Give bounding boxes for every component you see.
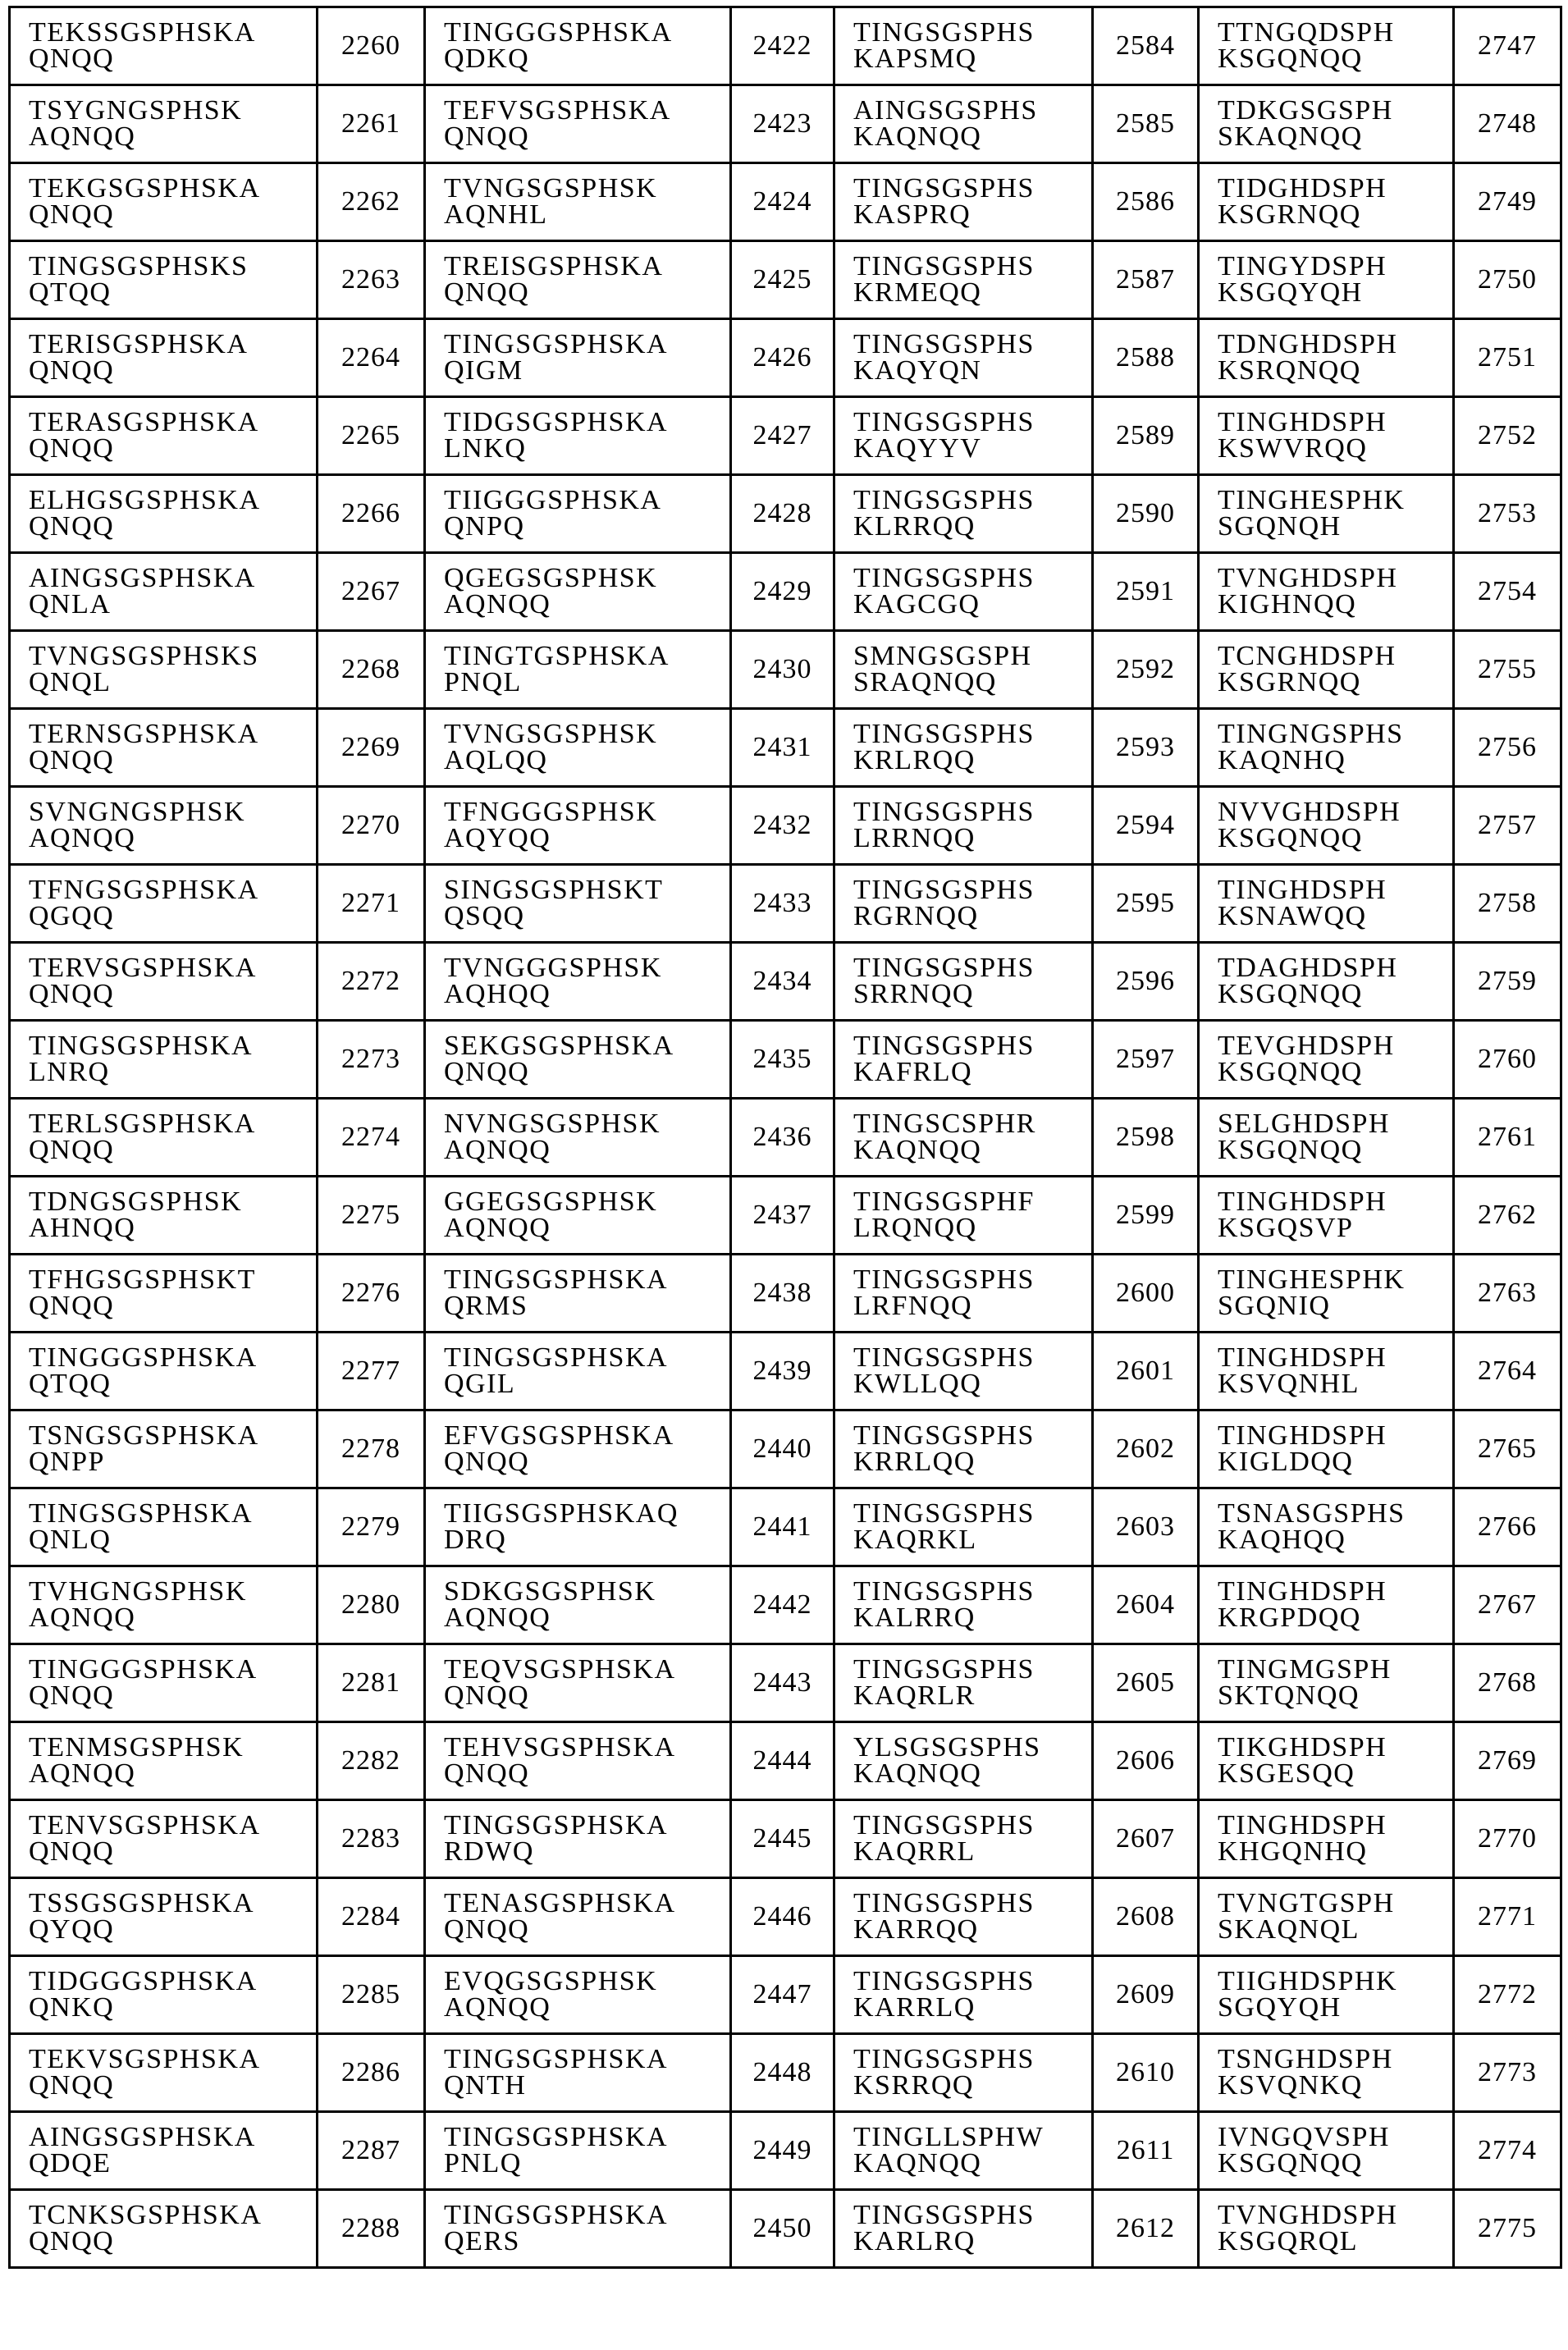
seq-id-cell: 2768 (1454, 1644, 1561, 1722)
seq-id-cell: 2443 (731, 1644, 834, 1722)
seq-id-cell: 2766 (1454, 1488, 1561, 1566)
sequence-cell: TVNGTGSPH SKAQNQL (1199, 1878, 1454, 1956)
seq-id-cell: 2772 (1454, 1956, 1561, 2034)
seq-id-cell: 2265 (318, 397, 425, 475)
seq-id-cell: 2439 (731, 1333, 834, 1410)
sequence-cell: TINGSGSPHS KRRLQQ (834, 1410, 1093, 1488)
seq-id-cell: 2591 (1093, 553, 1199, 631)
seq-id-cell: 2279 (318, 1488, 425, 1566)
table-row (10, 2034, 1561, 2112)
sequence-cell: EVQGSGSPHSK AQNQQ (425, 1956, 731, 2034)
seq-id-cell: 2282 (318, 1722, 425, 1800)
seq-id-cell: 2422 (731, 7, 834, 85)
seq-id-cell: 2598 (1093, 1099, 1199, 1177)
seq-id-cell: 2755 (1454, 631, 1561, 709)
sequence-cell: TVNGSGSPHSKS QNQL (10, 631, 318, 709)
sequence-cell: TDNGSGSPHSK AHNQQ (10, 1177, 318, 1255)
sequence-cell: TEKVSGSPHSKA QNQQ (10, 2034, 318, 2112)
sequence-cell: TEKGSGSPHSKA QNQQ (10, 163, 318, 241)
seq-id-cell: 2771 (1454, 1878, 1561, 1956)
seq-id-cell: 2605 (1093, 1644, 1199, 1722)
sequence-cell: TENVSGSPHSKA QNQQ (10, 1800, 318, 1878)
table-row (10, 631, 1561, 709)
sequence-cell: TFNGSGSPHSKA QGQQ (10, 865, 318, 943)
seq-id-cell: 2762 (1454, 1177, 1561, 1255)
sequence-cell: TINGNGSPHS KAQNHQ (1199, 709, 1454, 787)
seq-id-cell: 2590 (1093, 475, 1199, 553)
sequence-cell: TSNASGSPHS KAQHQQ (1199, 1488, 1454, 1566)
sequence-cell: TSSGSGSPHSKA QYQQ (10, 1878, 318, 1956)
sequence-cell: TINGSGSPHSKA PNLQ (425, 2112, 731, 2190)
sequence-cell: TINGGGSPHSKA QNQQ (10, 1644, 318, 1722)
sequence-cell: TINGSGSPHSKS QTQQ (10, 241, 318, 319)
sequence-cell: TINGSGSPHS KARLRQ (834, 2190, 1093, 2268)
seq-id-cell: 2593 (1093, 709, 1199, 787)
seq-id-cell: 2764 (1454, 1333, 1561, 1410)
sequence-cell: TEHVSGSPHSKA QNQQ (425, 1722, 731, 1800)
sequence-cell: TERLSGSPHSKA QNQQ (10, 1099, 318, 1177)
sequence-cell: TIKGHDSPH KSGESQQ (1199, 1722, 1454, 1800)
sequence-cell: TINGHESPHK SGQNQH (1199, 475, 1454, 553)
sequence-cell: AINGSGSPHS KAQNQQ (834, 85, 1093, 163)
sequence-cell: TINGSGSPHS SRRNQQ (834, 943, 1093, 1021)
sequence-cell: TINGHDSPH KSNAWQQ (1199, 865, 1454, 943)
sequence-cell: EFVGSGSPHSKA QNQQ (425, 1410, 731, 1488)
seq-id-cell: 2424 (731, 163, 834, 241)
seq-id-cell: 2264 (318, 319, 425, 397)
seq-id-cell: 2427 (731, 397, 834, 475)
seq-id-cell: 2266 (318, 475, 425, 553)
sequence-cell: TVHGNGSPHSK AQNQQ (10, 1566, 318, 1644)
sequence-cell: TINGSGSPHF LRQNQQ (834, 1177, 1093, 1255)
sequence-cell: TIIGSGSPHSKAQ DRQ (425, 1488, 731, 1566)
table-row (10, 943, 1561, 1021)
seq-id-cell: 2430 (731, 631, 834, 709)
sequence-cell: TINGSGSPHS LRRNQQ (834, 787, 1093, 865)
sequence-cell: TVNGSGSPHSK AQNHL (425, 163, 731, 241)
sequence-cell: TEKSSGSPHSKA QNQQ (10, 7, 318, 85)
seq-id-cell: 2444 (731, 1722, 834, 1800)
seq-id-cell: 2433 (731, 865, 834, 943)
seq-id-cell: 2601 (1093, 1333, 1199, 1410)
table-row (10, 553, 1561, 631)
seq-id-cell: 2584 (1093, 7, 1199, 85)
sequence-cell: TINGGGSPHSKA QDKQ (425, 7, 731, 85)
sequence-cell: TINGHDSPH KIGLDQQ (1199, 1410, 1454, 1488)
seq-id-cell: 2437 (731, 1177, 834, 1255)
seq-id-cell: 2609 (1093, 1956, 1199, 2034)
sequence-cell: SMNGSGSPH SRAQNQQ (834, 631, 1093, 709)
seq-id-cell: 2286 (318, 2034, 425, 2112)
seq-id-cell: 2588 (1093, 319, 1199, 397)
sequence-cell: TREISGSPHSKA QNQQ (425, 241, 731, 319)
seq-id-cell: 2765 (1454, 1410, 1561, 1488)
seq-id-cell: 2287 (318, 2112, 425, 2190)
seq-id-cell: 2268 (318, 631, 425, 709)
sequence-cell: TEVGHDSPH KSGQNQQ (1199, 1021, 1454, 1099)
sequence-cell: ELHGSGSPHSKA QNQQ (10, 475, 318, 553)
table-row (10, 1722, 1561, 1800)
table-row (10, 1878, 1561, 1956)
seq-id-cell: 2275 (318, 1177, 425, 1255)
seq-id-cell: 2751 (1454, 319, 1561, 397)
table-row (10, 1956, 1561, 2034)
sequence-cell: QGEGSGSPHSK AQNQQ (425, 553, 731, 631)
sequence-cell: TERNSGSPHSKA QNQQ (10, 709, 318, 787)
seq-id-cell: 2277 (318, 1333, 425, 1410)
sequence-cell: NVVGHDSPH KSGQNQQ (1199, 787, 1454, 865)
table-row (10, 1021, 1561, 1099)
sequence-cell: TINGGGSPHSKA QTQQ (10, 1333, 318, 1410)
seq-id-cell: 2440 (731, 1410, 834, 1488)
seq-id-cell: 2434 (731, 943, 834, 1021)
sequence-cell: TINGMGSPH SKTQNQQ (1199, 1644, 1454, 1722)
sequence-cell: TINGSGSPHS KAQRLR (834, 1644, 1093, 1722)
seq-id-cell: 2767 (1454, 1566, 1561, 1644)
table-row (10, 1566, 1561, 1644)
seq-id-cell: 2274 (318, 1099, 425, 1177)
sequence-cell: TEQVSGSPHSKA QNQQ (425, 1644, 731, 1722)
table-row (10, 1488, 1561, 1566)
sequence-cell: TSNGHDSPH KSVQNKQ (1199, 2034, 1454, 2112)
sequence-cell: TINGSGSPHS LRFNQQ (834, 1255, 1093, 1333)
sequence-cell: TTNGQDSPH KSGQNQQ (1199, 7, 1454, 85)
seq-id-cell: 2262 (318, 163, 425, 241)
table-row (10, 397, 1561, 475)
sequence-cell: TINGSGSPHSKA QNTH (425, 2034, 731, 2112)
table-row (10, 1410, 1561, 1488)
seq-id-cell: 2441 (731, 1488, 834, 1566)
seq-id-cell: 2606 (1093, 1722, 1199, 1800)
sequence-cell: TINGSGSPHSKA QNLQ (10, 1488, 318, 1566)
sequence-cell: TINGSGSPHSKA LNRQ (10, 1021, 318, 1099)
seq-id-cell: 2271 (318, 865, 425, 943)
sequence-cell: TINGSGSPHSKA QIGM (425, 319, 731, 397)
seq-id-cell: 2604 (1093, 1566, 1199, 1644)
sequence-cell: TINGSGSPHS KASPRQ (834, 163, 1093, 241)
seq-id-cell: 2446 (731, 1878, 834, 1956)
sequence-cell: TINGSGSPHS KALRRQ (834, 1566, 1093, 1644)
seq-id-cell: 2272 (318, 943, 425, 1021)
table-row (10, 1177, 1561, 1255)
seq-id-cell: 2610 (1093, 2034, 1199, 2112)
seq-id-cell: 2761 (1454, 1099, 1561, 1177)
seq-id-cell: 2261 (318, 85, 425, 163)
sequence-cell: TDNGHDSPH KSRQNQQ (1199, 319, 1454, 397)
seq-id-cell: 2752 (1454, 397, 1561, 475)
sequence-cell: TIDGGGSPHSKA QNKQ (10, 1956, 318, 2034)
seq-id-cell: 2426 (731, 319, 834, 397)
seq-id-cell: 2285 (318, 1956, 425, 2034)
seq-id-cell: 2276 (318, 1255, 425, 1333)
seq-id-cell: 2747 (1454, 7, 1561, 85)
seq-id-cell: 2607 (1093, 1800, 1199, 1878)
seq-id-cell: 2748 (1454, 85, 1561, 163)
sequence-cell: TINGSGSPHS KAGCGQ (834, 553, 1093, 631)
seq-id-cell: 2260 (318, 7, 425, 85)
sequence-cell: TINGHESPHK SGQNIQ (1199, 1255, 1454, 1333)
seq-id-cell: 2425 (731, 241, 834, 319)
sequence-cell: TFHGSGSPHSKT QNQQ (10, 1255, 318, 1333)
seq-id-cell: 2769 (1454, 1722, 1561, 1800)
seq-id-cell: 2448 (731, 2034, 834, 2112)
table-body (10, 7, 1561, 2268)
sequence-cell: GGEGSGSPHSK AQNQQ (425, 1177, 731, 1255)
table-row (10, 1333, 1561, 1410)
sequence-cell: TINGYDSPH KSGQYQH (1199, 241, 1454, 319)
seq-id-cell: 2763 (1454, 1255, 1561, 1333)
seq-id-cell: 2599 (1093, 1177, 1199, 1255)
sequence-cell: SDKGSGSPHSK AQNQQ (425, 1566, 731, 1644)
table-row (10, 1800, 1561, 1878)
table-row (10, 475, 1561, 553)
sequence-cell: TINGSGSPHSKA QERS (425, 2190, 731, 2268)
sequence-cell: TDAGHDSPH KSGQNQQ (1199, 943, 1454, 1021)
seq-id-cell: 2269 (318, 709, 425, 787)
sequence-cell: TSYGNGSPHSK AQNQQ (10, 85, 318, 163)
table-row (10, 163, 1561, 241)
sequence-cell: TVNGHDSPH KIGHNQQ (1199, 553, 1454, 631)
seq-id-cell: 2438 (731, 1255, 834, 1333)
sequence-cell: TERISGSPHSKA QNQQ (10, 319, 318, 397)
seq-id-cell: 2774 (1454, 2112, 1561, 2190)
sequence-cell: TFNGGGSPHSK AQYQQ (425, 787, 731, 865)
seq-id-cell: 2589 (1093, 397, 1199, 475)
seq-id-cell: 2750 (1454, 241, 1561, 319)
sequence-cell: TENASGSPHSKA QNQQ (425, 1878, 731, 1956)
seq-id-cell: 2281 (318, 1644, 425, 1722)
seq-id-cell: 2428 (731, 475, 834, 553)
sequence-cell: TINGTGSPHSKA PNQL (425, 631, 731, 709)
seq-id-cell: 2754 (1454, 553, 1561, 631)
sequence-cell: TINGSGSPHSKA QGIL (425, 1333, 731, 1410)
sequence-cell: NVNGSGSPHSK AQNQQ (425, 1099, 731, 1177)
table-row (10, 709, 1561, 787)
seq-id-cell: 2770 (1454, 1800, 1561, 1878)
sequence-cell: TCNGHDSPH KSGRNQQ (1199, 631, 1454, 709)
sequence-cell: YLSGSGSPHS KAQNQQ (834, 1722, 1093, 1800)
sequence-cell: TERVSGSPHSKA QNQQ (10, 943, 318, 1021)
sequence-cell: TINGSGSPHS KAPSMQ (834, 7, 1093, 85)
sequence-cell: SELGHDSPH KSGQNQQ (1199, 1099, 1454, 1177)
sequence-cell: SVNGNGSPHSK AQNQQ (10, 787, 318, 865)
sequence-cell: TINGHDSPH KSWVRQQ (1199, 397, 1454, 475)
sequence-cell: TINGSCSPHR KAQNQQ (834, 1099, 1093, 1177)
sequence-cell: TERASGSPHSKA QNQQ (10, 397, 318, 475)
sequence-cell: TINGSGSPHSKA QRMS (425, 1255, 731, 1333)
seq-id-cell: 2592 (1093, 631, 1199, 709)
seq-id-cell: 2608 (1093, 1878, 1199, 1956)
seq-id-cell: 2597 (1093, 1021, 1199, 1099)
sequence-cell: TENMSGSPHSK AQNQQ (10, 1722, 318, 1800)
sequence-cell: TSNGSGSPHSKA QNPP (10, 1410, 318, 1488)
sequence-cell: TIIGHDSPHK SGQYQH (1199, 1956, 1454, 2034)
seq-id-cell: 2759 (1454, 943, 1561, 1021)
sequence-cell: TINGSGSPHS KLRRQQ (834, 475, 1093, 553)
table-row (10, 865, 1561, 943)
seq-id-cell: 2612 (1093, 2190, 1199, 2268)
sequence-cell: TINGSGSPHS KAQRRL (834, 1800, 1093, 1878)
sequence-cell: IVNGQVSPH KSGQNQQ (1199, 2112, 1454, 2190)
table-row (10, 1644, 1561, 1722)
sequence-cell: TCNKSGSPHSKA QNQQ (10, 2190, 318, 2268)
seq-id-cell: 2283 (318, 1800, 425, 1878)
sequence-cell: TINGSGSPHS KARRQQ (834, 1878, 1093, 1956)
sequence-cell: TINGHDSPH KHGQNHQ (1199, 1800, 1454, 1878)
seq-id-cell: 2280 (318, 1566, 425, 1644)
seq-id-cell: 2436 (731, 1099, 834, 1177)
sequence-cell: TVNGGGSPHSK AQHQQ (425, 943, 731, 1021)
seq-id-cell: 2749 (1454, 163, 1561, 241)
sequence-cell: TINGSGSPHS KWLLQQ (834, 1333, 1093, 1410)
seq-id-cell: 2423 (731, 85, 834, 163)
seq-id-cell: 2431 (731, 709, 834, 787)
table-row (10, 85, 1561, 163)
table-row (10, 1255, 1561, 1333)
seq-id-cell: 2602 (1093, 1410, 1199, 1488)
sequence-cell: TINGSGSPHS KAQYQN (834, 319, 1093, 397)
sequence-cell: TVNGHDSPH KSGQRQL (1199, 2190, 1454, 2268)
sequence-cell: TINGSGSPHS KAFRLQ (834, 1021, 1093, 1099)
seq-id-cell: 2449 (731, 2112, 834, 2190)
table-row (10, 2112, 1561, 2190)
seq-id-cell: 2587 (1093, 241, 1199, 319)
seq-id-cell: 2435 (731, 1021, 834, 1099)
sequence-cell: TINGSGSPHS KARRLQ (834, 1956, 1093, 2034)
sequence-cell: TINGHDSPH KRGPDQQ (1199, 1566, 1454, 1644)
sequence-cell: TINGSGSPHS KRLRQQ (834, 709, 1093, 787)
seq-id-cell: 2773 (1454, 2034, 1561, 2112)
seq-id-cell: 2450 (731, 2190, 834, 2268)
sequence-cell: AINGSGSPHSKA QDQE (10, 2112, 318, 2190)
seq-id-cell: 2775 (1454, 2190, 1561, 2268)
sequence-cell: TVNGSGSPHSK AQLQQ (425, 709, 731, 787)
sequence-cell: TINGSGSPHS KRMEQQ (834, 241, 1093, 319)
seq-id-cell: 2263 (318, 241, 425, 319)
sequence-cell: TINGSGSPHS KAQRKL (834, 1488, 1093, 1566)
seq-id-cell: 2596 (1093, 943, 1199, 1021)
sequence-cell: AINGSGSPHSKA QNLA (10, 553, 318, 631)
sequence-table (8, 6, 1562, 2269)
table-row (10, 1099, 1561, 1177)
table-row (10, 241, 1561, 319)
seq-id-cell: 2284 (318, 1878, 425, 1956)
seq-id-cell: 2278 (318, 1410, 425, 1488)
table-row (10, 787, 1561, 865)
seq-id-cell: 2757 (1454, 787, 1561, 865)
sequence-cell: TIDGSGSPHSKA LNKQ (425, 397, 731, 475)
seq-id-cell: 2442 (731, 1566, 834, 1644)
seq-id-cell: 2585 (1093, 85, 1199, 163)
seq-id-cell: 2611 (1093, 2112, 1199, 2190)
sequence-cell: TINGHDSPH KSVQNHL (1199, 1333, 1454, 1410)
seq-id-cell: 2595 (1093, 865, 1199, 943)
seq-id-cell: 2432 (731, 787, 834, 865)
sequence-cell: TIDGHDSPH KSGRNQQ (1199, 163, 1454, 241)
sequence-cell: TIIGGGSPHSKA QNPQ (425, 475, 731, 553)
seq-id-cell: 2753 (1454, 475, 1561, 553)
seq-id-cell: 2586 (1093, 163, 1199, 241)
table-row (10, 2190, 1561, 2268)
sequence-cell: TINGSGSPHSKA RDWQ (425, 1800, 731, 1878)
seq-id-cell: 2429 (731, 553, 834, 631)
seq-id-cell: 2603 (1093, 1488, 1199, 1566)
sequence-cell: TDKGSGSPH SKAQNQQ (1199, 85, 1454, 163)
sequence-cell: SINGSGSPHSKT QSQQ (425, 865, 731, 943)
seq-id-cell: 2445 (731, 1800, 834, 1878)
sequence-cell: TINGSGSPHS KSRRQQ (834, 2034, 1093, 2112)
seq-id-cell: 2760 (1454, 1021, 1561, 1099)
seq-id-cell: 2288 (318, 2190, 425, 2268)
sequence-cell: SEKGSGSPHSKA QNQQ (425, 1021, 731, 1099)
sequence-cell: TINGSGSPHS KAQYYV (834, 397, 1093, 475)
table-row (10, 7, 1561, 85)
sequence-cell: TINGSGSPHS RGRNQQ (834, 865, 1093, 943)
seq-id-cell: 2594 (1093, 787, 1199, 865)
sequence-cell: TINGHDSPH KSGQSVP (1199, 1177, 1454, 1255)
seq-id-cell: 2270 (318, 787, 425, 865)
seq-id-cell: 2447 (731, 1956, 834, 2034)
seq-id-cell: 2758 (1454, 865, 1561, 943)
seq-id-cell: 2756 (1454, 709, 1561, 787)
table-row (10, 319, 1561, 397)
sequence-cell: TINGLLSPHW KAQNQQ (834, 2112, 1093, 2190)
sequence-cell: TEFVSGSPHSKA QNQQ (425, 85, 731, 163)
seq-id-cell: 2600 (1093, 1255, 1199, 1333)
seq-id-cell: 2273 (318, 1021, 425, 1099)
seq-id-cell: 2267 (318, 553, 425, 631)
